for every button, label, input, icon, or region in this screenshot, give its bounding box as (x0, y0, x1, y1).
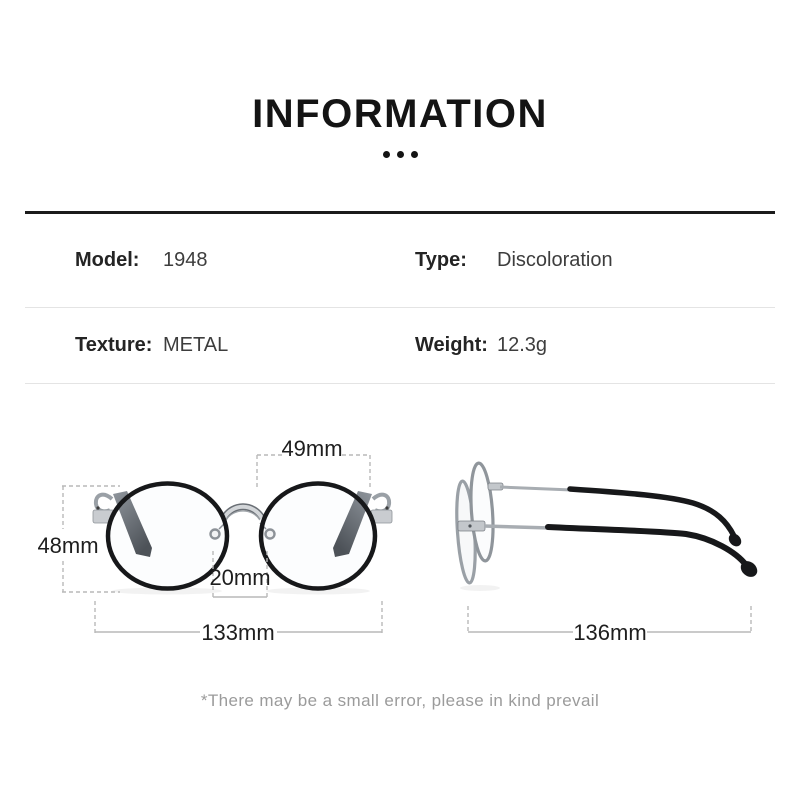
page-title: INFORMATION (252, 92, 548, 136)
spec-value: 1948 (163, 249, 208, 271)
spec-cell-texture (75, 334, 415, 357)
spec-label: Type: (415, 249, 467, 271)
spec-label: Weight: (415, 334, 488, 356)
spec-cell-type (415, 249, 613, 272)
spec-table (25, 211, 775, 384)
dimension-label-lens-width: 49mm (281, 436, 343, 461)
dimension-label-frame-width: 133mm (201, 620, 275, 645)
side-bottom-temple (484, 526, 760, 580)
glasses-front-view (37, 436, 392, 645)
spec-label: Model: (75, 249, 140, 271)
spec-value: Discoloration (497, 249, 613, 271)
glasses-dimension-diagram (0, 420, 800, 660)
disclaimer-text: *There may be a small error, please in kind prevail (200, 691, 600, 710)
spec-label: Texture: (75, 334, 153, 356)
title-dots-icon (0, 151, 800, 158)
spec-cell-weight (415, 334, 547, 357)
spec-row (25, 214, 775, 308)
bridge (224, 507, 262, 520)
spec-row (25, 308, 775, 384)
glasses-side-view (454, 462, 760, 645)
dimension-label-lens-height: 48mm (37, 533, 99, 558)
dimension-label-bridge-width: 20mm (209, 565, 271, 590)
spec-cell-model (75, 249, 415, 272)
dimension-label-temple-length: 136mm (573, 620, 647, 645)
spec-value: 12.3g (497, 334, 548, 356)
spec-value: METAL (163, 334, 229, 356)
